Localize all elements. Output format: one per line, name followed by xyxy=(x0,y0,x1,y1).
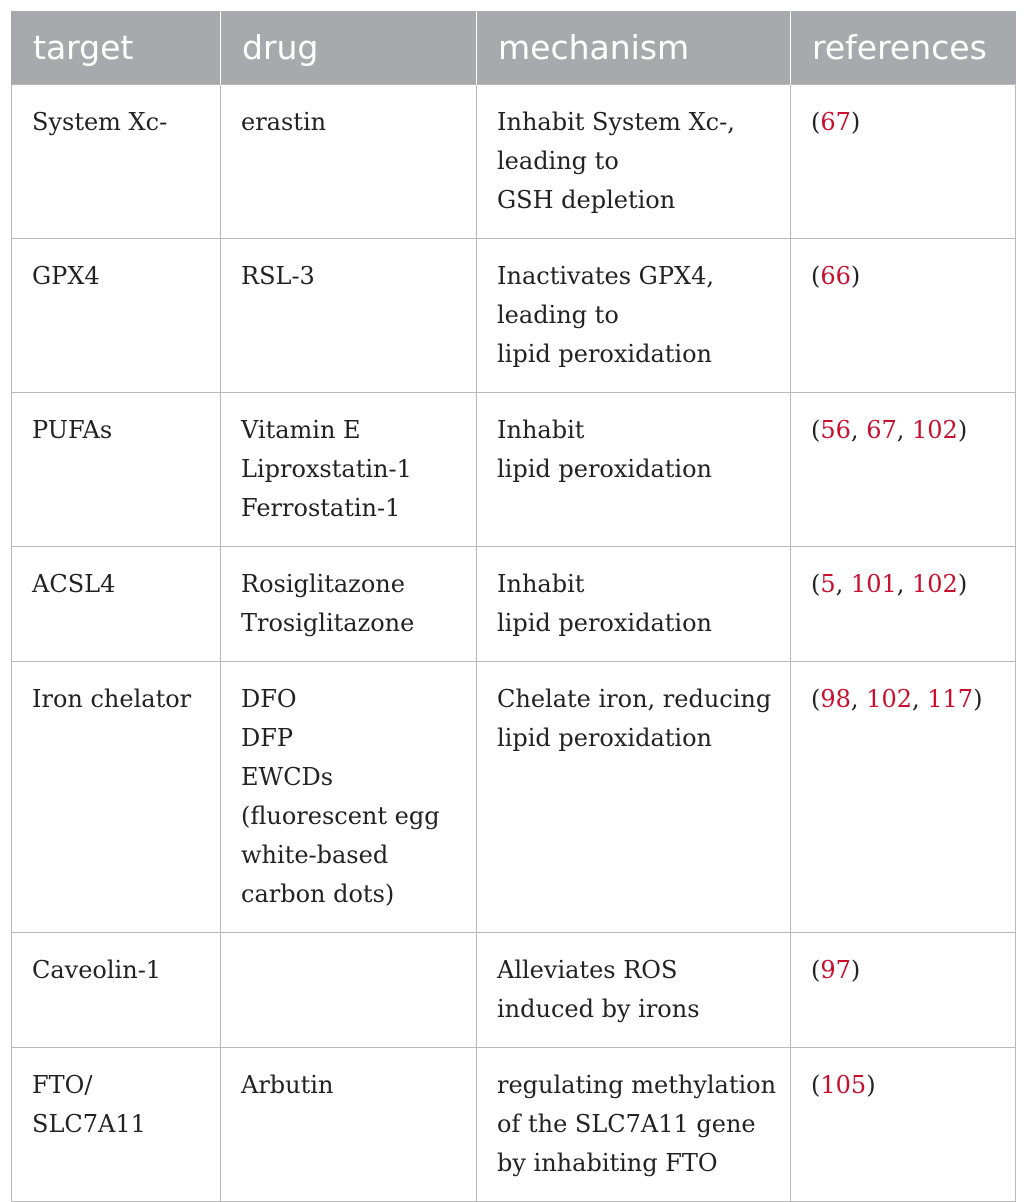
drug-cell xyxy=(221,1048,477,1202)
mechanism-cell-line: lipid peroxidation xyxy=(497,340,712,368)
table-container xyxy=(11,11,1015,1202)
target-cell-line: Iron chelator xyxy=(32,685,192,713)
drug-cell-line: Rosiglitazone xyxy=(241,570,405,598)
target-cell xyxy=(12,393,221,547)
reference-link[interactable]: 66 xyxy=(820,262,851,290)
target-cell xyxy=(12,85,221,239)
references-cell: (105) xyxy=(791,1048,1016,1202)
target-cell xyxy=(12,662,221,933)
table-row xyxy=(12,547,1016,662)
header-target: target xyxy=(12,11,221,85)
table-row xyxy=(12,239,1016,393)
header-mechanism: mechanism xyxy=(477,11,791,85)
mechanism-cell-line: Inhabit xyxy=(497,416,585,444)
drug-cell-line: Liproxstatin-1 xyxy=(241,455,412,483)
reference-link[interactable]: 5 xyxy=(820,570,836,598)
drug-cell-line: EWCDs xyxy=(241,763,334,791)
target-cell xyxy=(12,239,221,393)
target-cell xyxy=(12,1048,221,1202)
references-cell: (98, 102, 117) xyxy=(791,662,1016,933)
table-row xyxy=(12,933,1016,1048)
drug-cell xyxy=(221,547,477,662)
references-cell: (97) xyxy=(791,933,1016,1048)
reference-link[interactable]: 101 xyxy=(850,570,897,598)
target-cell xyxy=(12,547,221,662)
reference-link[interactable]: 67 xyxy=(820,108,851,136)
mechanism-cell xyxy=(477,662,791,933)
mechanism-cell xyxy=(477,547,791,662)
reference-link[interactable]: 105 xyxy=(820,1071,867,1099)
table-row xyxy=(12,662,1016,933)
target-cell xyxy=(12,933,221,1048)
mechanism-cell-line: by inhabiting FTO xyxy=(497,1149,718,1177)
mechanism-cell-line: lipid peroxidation xyxy=(497,455,712,483)
drug-cell-line: DFP xyxy=(241,724,294,752)
mechanism-cell-line: of the SLC7A11 gene xyxy=(497,1110,756,1138)
references-cell: (67) xyxy=(791,85,1016,239)
drug-cell-line: (fluorescent egg xyxy=(241,802,440,830)
mechanism-cell xyxy=(477,239,791,393)
header-drug: drug xyxy=(221,11,477,85)
references-cell: (56, 67, 102) xyxy=(791,393,1016,547)
drug-cell-line: Trosiglitazone xyxy=(241,609,415,637)
mechanism-cell-line: Inactivates GPX4, xyxy=(497,262,714,290)
target-cell-line: FTO/ xyxy=(32,1071,93,1099)
drug-cell-line: Vitamin E xyxy=(241,416,361,444)
mechanism-cell-line: Alleviates ROS xyxy=(497,956,678,984)
drug-cell-line: erastin xyxy=(241,108,327,136)
mechanism-cell-line: induced by irons xyxy=(497,995,700,1023)
target-cell-line: PUFAs xyxy=(32,416,113,444)
reference-link[interactable]: 97 xyxy=(820,956,851,984)
references-cell: (5, 101, 102) xyxy=(791,547,1016,662)
drug-cell xyxy=(221,393,477,547)
drug-cell-line: white-based xyxy=(241,841,389,869)
drug-cell-line: Ferrostatin-1 xyxy=(241,494,401,522)
table-row xyxy=(12,393,1016,547)
reference-link[interactable]: 102 xyxy=(912,416,958,444)
target-cell-line: SLC7A11 xyxy=(32,1110,146,1138)
mechanism-cell-line: Chelate iron, reducing xyxy=(497,685,772,713)
reference-link[interactable]: 98 xyxy=(820,685,851,713)
target-cell-line: GPX4 xyxy=(32,262,100,290)
drug-cell-line: RSL-3 xyxy=(241,262,315,290)
mechanism-cell-line: GSH depletion xyxy=(497,186,676,214)
reference-link[interactable]: 67 xyxy=(866,416,897,444)
drug-cell-line: DFO xyxy=(241,685,297,713)
mechanism-cell-line: Inhabit System Xc-, xyxy=(497,108,735,136)
drug-cell xyxy=(221,662,477,933)
drug-cell xyxy=(221,239,477,393)
mechanism-cell-line: Inhabit xyxy=(497,570,585,598)
references-cell: (66) xyxy=(791,239,1016,393)
mechanism-cell xyxy=(477,393,791,547)
drug-cell xyxy=(221,85,477,239)
reference-link[interactable]: 102 xyxy=(866,685,912,713)
table-row xyxy=(12,85,1016,239)
mechanism-cell xyxy=(477,85,791,239)
header-row xyxy=(12,11,1016,85)
reference-link[interactable]: 56 xyxy=(820,416,851,444)
mechanism-cell-line: regulating methylation xyxy=(497,1071,777,1099)
target-cell-line: ACSL4 xyxy=(32,570,116,598)
table-body xyxy=(12,85,1016,1202)
drug-cell-line: carbon dots) xyxy=(241,880,395,908)
mechanism-cell-line: lipid peroxidation xyxy=(497,609,712,637)
target-cell-line: Caveolin-1 xyxy=(32,956,162,984)
mechanism-cell xyxy=(477,1048,791,1202)
reference-link[interactable]: 102 xyxy=(912,570,958,598)
mechanism-cell xyxy=(477,933,791,1048)
mechanism-cell-line: leading to xyxy=(497,301,619,329)
drug-target-table xyxy=(11,11,1016,1202)
drug-cell-line: Arbutin xyxy=(241,1071,334,1099)
target-cell-line: System Xc- xyxy=(32,108,168,136)
mechanism-cell-line: lipid peroxidation xyxy=(497,724,712,752)
header-references: references xyxy=(791,11,1016,85)
table-row xyxy=(12,1048,1016,1202)
mechanism-cell-line: leading to xyxy=(497,147,619,175)
drug-cell xyxy=(221,933,477,1048)
reference-link[interactable]: 117 xyxy=(927,685,974,713)
